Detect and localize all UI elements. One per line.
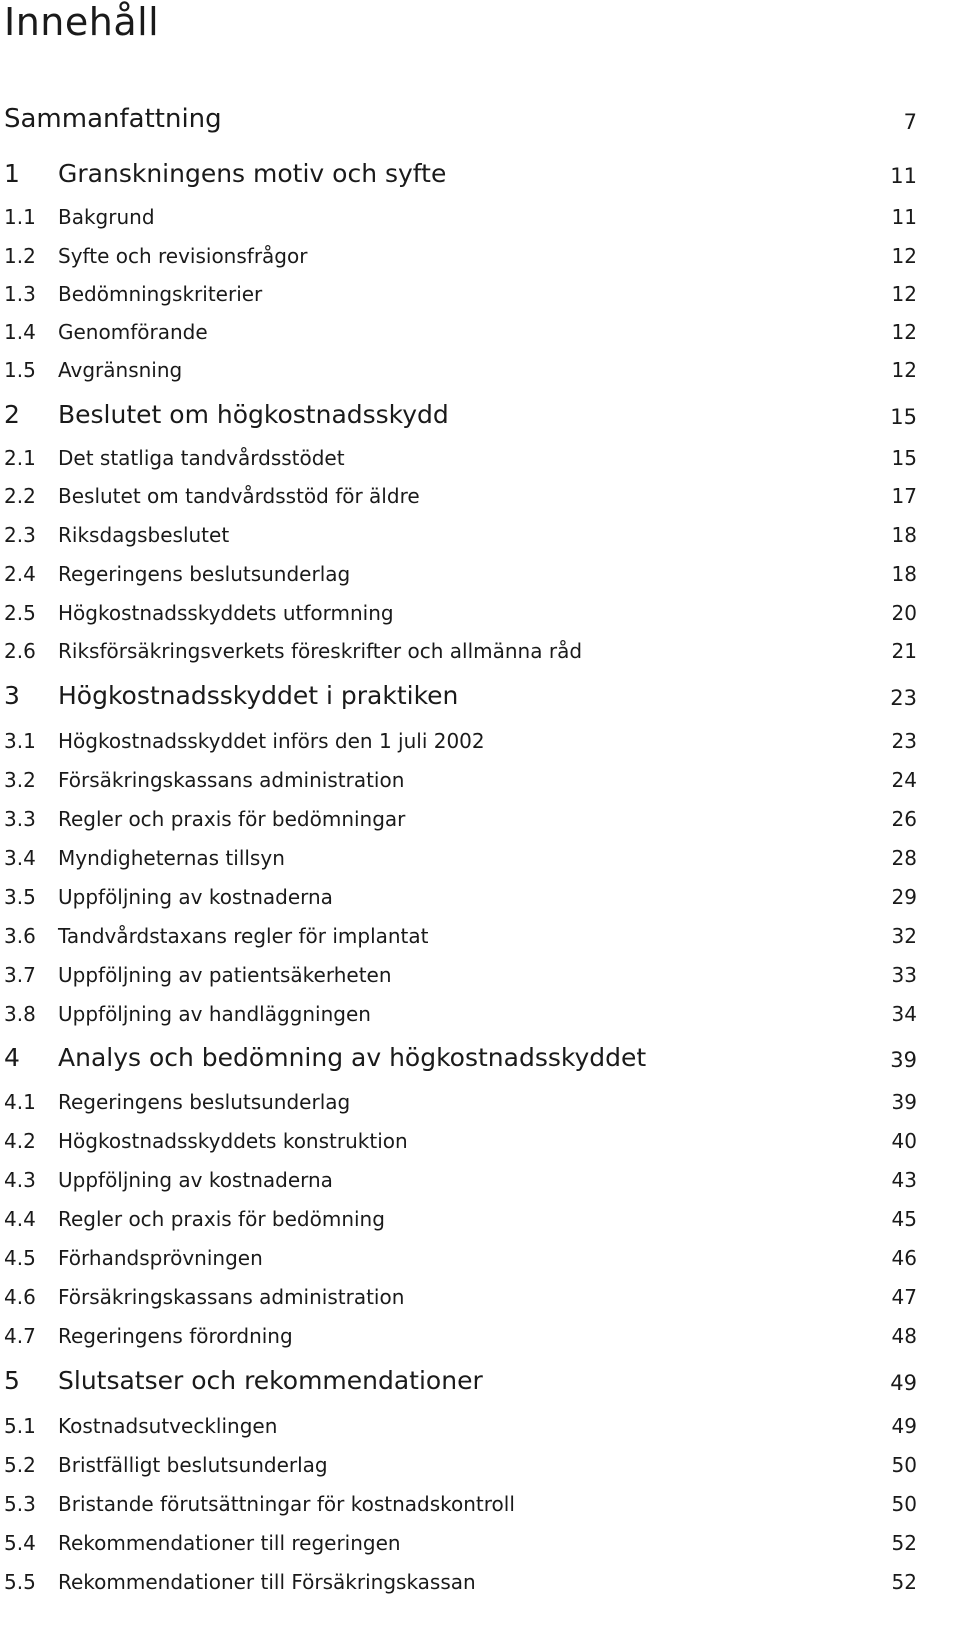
- toc-entry-title: Riksdagsbeslutet: [58, 523, 230, 547]
- toc-entry[interactable]: [0, 1234, 960, 1270]
- toc-entry-title: Riksförsäkringsverkets föreskrifter och allmänna råd: [58, 639, 583, 663]
- toc-entry-page-number: 12: [891, 320, 917, 344]
- toc-entry-page-number: 15: [891, 446, 917, 470]
- toc-chapter[interactable]: [0, 1359, 960, 1395]
- toc-entry-page-number: 28: [891, 846, 917, 870]
- toc-chapter[interactable]: [0, 393, 960, 429]
- toc-entry-title: Högkostnadsskyddet införs den 1 juli 2002: [58, 729, 485, 753]
- toc-entry-title: Regeringens förordning: [58, 1324, 293, 1348]
- toc-entry-title: Uppföljning av kostnaderna: [58, 885, 333, 909]
- toc-entry-page-number: 48: [891, 1324, 917, 1348]
- toc-entry[interactable]: [0, 1441, 960, 1477]
- toc-entry-number: 5.1: [4, 1414, 36, 1438]
- toc-entry[interactable]: [0, 795, 960, 831]
- toc-entry-title: Genomförande: [58, 320, 208, 344]
- toc-entry-page-number: 47: [891, 1285, 917, 1309]
- toc-entry-number: 4.1: [4, 1090, 36, 1114]
- toc-entry-title: Regeringens beslutsunderlag: [58, 562, 351, 586]
- toc-entry-page-number: 24: [891, 768, 917, 792]
- toc-entry-page-number: 40: [891, 1129, 917, 1153]
- toc-entry-title: Regler och praxis för bedömningar: [58, 807, 406, 831]
- toc-entry-number: 3.5: [4, 885, 36, 909]
- toc-entry[interactable]: [0, 270, 960, 306]
- toc-entry[interactable]: [0, 1519, 960, 1555]
- toc-entry-page-number: 34: [891, 1002, 917, 1026]
- toc-entry-title: Slutsatser och rekommendationer: [58, 1366, 483, 1395]
- toc-entry-page-number: 23: [891, 729, 917, 753]
- toc-entry-page-number: 50: [891, 1492, 917, 1516]
- toc-entry-number: 1: [4, 159, 20, 188]
- toc-entry[interactable]: [0, 834, 960, 870]
- toc-entry-page-number: 52: [891, 1570, 917, 1594]
- toc-entry-number: 3: [4, 681, 20, 710]
- toc-entry[interactable]: [0, 472, 960, 508]
- toc-entry-page-number: 46: [891, 1246, 917, 1270]
- page-title: Innehåll: [4, 0, 160, 44]
- toc-entry-number: 2.3: [4, 523, 36, 547]
- toc-entry-title: Högkostnadsskyddets utformning: [58, 601, 394, 625]
- toc-entry-number: 4.3: [4, 1168, 36, 1192]
- toc-entry-title: Syfte och revisionsfrågor: [58, 244, 308, 268]
- toc-entry-title: Beslutet om tandvårdsstöd för äldre: [58, 484, 420, 508]
- toc-entry-number: 4.2: [4, 1129, 36, 1153]
- toc-entry-page-number: 7: [903, 110, 917, 134]
- toc-entry[interactable]: [0, 717, 960, 753]
- toc-entry-page-number: 18: [891, 562, 917, 586]
- toc-entry-title: Granskningens motiv och syfte: [58, 159, 447, 188]
- toc-entry-page-number: 39: [890, 1048, 917, 1072]
- toc-entry-page-number: 17: [891, 484, 917, 508]
- toc-entry-number: 5: [4, 1366, 20, 1395]
- toc-entry[interactable]: [0, 193, 960, 229]
- toc-entry[interactable]: [0, 1078, 960, 1114]
- toc-entry-title: Bristfälligt beslutsunderlag: [58, 1453, 328, 1477]
- toc-entry[interactable]: [0, 346, 960, 382]
- toc-chapter[interactable]: [0, 1036, 960, 1072]
- toc-entry[interactable]: [0, 1558, 960, 1594]
- toc-entry-title: Avgränsning: [58, 358, 183, 382]
- toc-entry-number: 4.6: [4, 1285, 36, 1309]
- toc-entry-number: 4.7: [4, 1324, 36, 1348]
- toc-entry-number: 2: [4, 400, 20, 429]
- toc-entry-title: Högkostnadsskyddets konstruktion: [58, 1129, 408, 1153]
- toc-entry-number: 2.6: [4, 639, 36, 663]
- toc-entry[interactable]: [0, 1480, 960, 1516]
- toc-entry-title: Förhandsprövningen: [58, 1246, 263, 1270]
- toc-entry-number: 2.5: [4, 601, 36, 625]
- toc-entry[interactable]: [0, 308, 960, 344]
- toc-entry-number: 4.5: [4, 1246, 36, 1270]
- toc-entry-title: Försäkringskassans administration: [58, 768, 405, 792]
- toc-entry-number: 2.2: [4, 484, 36, 508]
- toc-entry-page-number: 50: [891, 1453, 917, 1477]
- toc-entry[interactable]: [0, 990, 960, 1026]
- toc-entry[interactable]: [0, 511, 960, 547]
- toc-entry-title: Bakgrund: [58, 205, 155, 229]
- toc-entry-number: 4.4: [4, 1207, 36, 1231]
- toc-entry[interactable]: [0, 589, 960, 625]
- toc-entry-number: 5.3: [4, 1492, 36, 1516]
- toc-entry-page-number: 15: [890, 405, 917, 429]
- toc-entry-number: 3.7: [4, 963, 36, 987]
- toc-entry[interactable]: [0, 1312, 960, 1348]
- toc-entry-page-number: 12: [891, 358, 917, 382]
- toc-entry-title: Uppföljning av handläggningen: [58, 1002, 371, 1026]
- toc-entry-page-number: 32: [891, 924, 917, 948]
- toc-entry[interactable]: [0, 873, 960, 909]
- toc-entry-title: Uppföljning av patientsäkerheten: [58, 963, 392, 987]
- toc-entry-number: 5.5: [4, 1570, 36, 1594]
- toc-entry-page-number: 29: [891, 885, 917, 909]
- toc-entry-page-number: 23: [890, 686, 917, 710]
- toc-entry-title: Sammanfattning: [4, 104, 222, 134]
- toc-entry-number: 1.1: [4, 205, 36, 229]
- toc-entry-number: 3.8: [4, 1002, 36, 1026]
- toc-entry-page-number: 49: [891, 1414, 917, 1438]
- toc-entry-title: Uppföljning av kostnaderna: [58, 1168, 333, 1192]
- toc-entry-page-number: 12: [891, 244, 917, 268]
- toc-entry-number: 2.4: [4, 562, 36, 586]
- toc-entry-number: 3.2: [4, 768, 36, 792]
- toc-entry-title: Rekommendationer till Försäkringskassan: [58, 1570, 476, 1594]
- toc-entry-number: 3.6: [4, 924, 36, 948]
- toc-entry-title: Analys och bedömning av högkostnadsskyddet: [58, 1043, 647, 1072]
- toc-entry[interactable]: [0, 98, 960, 134]
- toc-entry-page-number: 12: [891, 282, 917, 306]
- toc-entry[interactable]: [0, 1156, 960, 1192]
- toc-entry-page-number: 11: [891, 205, 917, 229]
- toc-entry-title: Bedömningskriterier: [58, 282, 263, 306]
- toc-entry-page-number: 20: [891, 601, 917, 625]
- toc-chapter[interactable]: [0, 674, 960, 710]
- toc-entry[interactable]: [0, 912, 960, 948]
- toc-entry[interactable]: [0, 1402, 960, 1438]
- toc-entry[interactable]: [0, 434, 960, 470]
- toc-entry-title: Försäkringskassans administration: [58, 1285, 405, 1309]
- toc-entry-number: 1.3: [4, 282, 36, 306]
- toc-entry-page-number: 52: [891, 1531, 917, 1555]
- toc-entry-number: 1.5: [4, 358, 36, 382]
- toc-entry-title: Regeringens beslutsunderlag: [58, 1090, 351, 1114]
- toc-entry-title: Rekommendationer till regeringen: [58, 1531, 401, 1555]
- toc-entry-title: Det statliga tandvårdsstödet: [58, 446, 345, 470]
- toc-entry[interactable]: [0, 1195, 960, 1231]
- toc-entry-page-number: 45: [891, 1207, 917, 1231]
- toc-entry-page-number: 18: [891, 523, 917, 547]
- toc-entry[interactable]: [0, 232, 960, 268]
- toc-entry[interactable]: [0, 627, 960, 663]
- toc-entry-title: Regler och praxis för bedömning: [58, 1207, 385, 1231]
- toc-entry-number: 3.3: [4, 807, 36, 831]
- toc-entry-number: 3.4: [4, 846, 36, 870]
- toc-entry-title: Högkostnadsskyddet i praktiken: [58, 681, 459, 710]
- toc-entry-page-number: 33: [891, 963, 917, 987]
- toc-entry-page-number: 49: [890, 1371, 917, 1395]
- toc-entry[interactable]: [0, 1117, 960, 1153]
- toc-entry[interactable]: [0, 951, 960, 987]
- toc-chapter[interactable]: [0, 152, 960, 188]
- toc-entry-page-number: 43: [891, 1168, 917, 1192]
- toc-entry-title: Tandvårdstaxans regler för implantat: [58, 924, 429, 948]
- toc-entry-number: 5.2: [4, 1453, 36, 1477]
- toc-entry-number: 3.1: [4, 729, 36, 753]
- toc-entry-page-number: 21: [891, 639, 917, 663]
- toc-entry-number: 1.4: [4, 320, 36, 344]
- toc-entry-number: 2.1: [4, 446, 36, 470]
- toc-entry[interactable]: [0, 550, 960, 586]
- toc-entry-number: 1.2: [4, 244, 36, 268]
- toc-entry-page-number: 39: [891, 1090, 917, 1114]
- toc-entry[interactable]: [0, 756, 960, 792]
- toc-entry-page-number: 26: [891, 807, 917, 831]
- toc-entry-title: Bristande förutsättningar för kostnadskontroll: [58, 1492, 515, 1516]
- toc-entry[interactable]: [0, 1273, 960, 1309]
- toc-entry-title: Myndigheternas tillsyn: [58, 846, 285, 870]
- toc-entry-page-number: 11: [890, 164, 917, 188]
- toc-entry-title: Beslutet om högkostnadsskydd: [58, 400, 449, 429]
- toc-entry-number: 4: [4, 1043, 20, 1072]
- toc-entry-title: Kostnadsutvecklingen: [58, 1414, 278, 1438]
- toc-entry-number: 5.4: [4, 1531, 36, 1555]
